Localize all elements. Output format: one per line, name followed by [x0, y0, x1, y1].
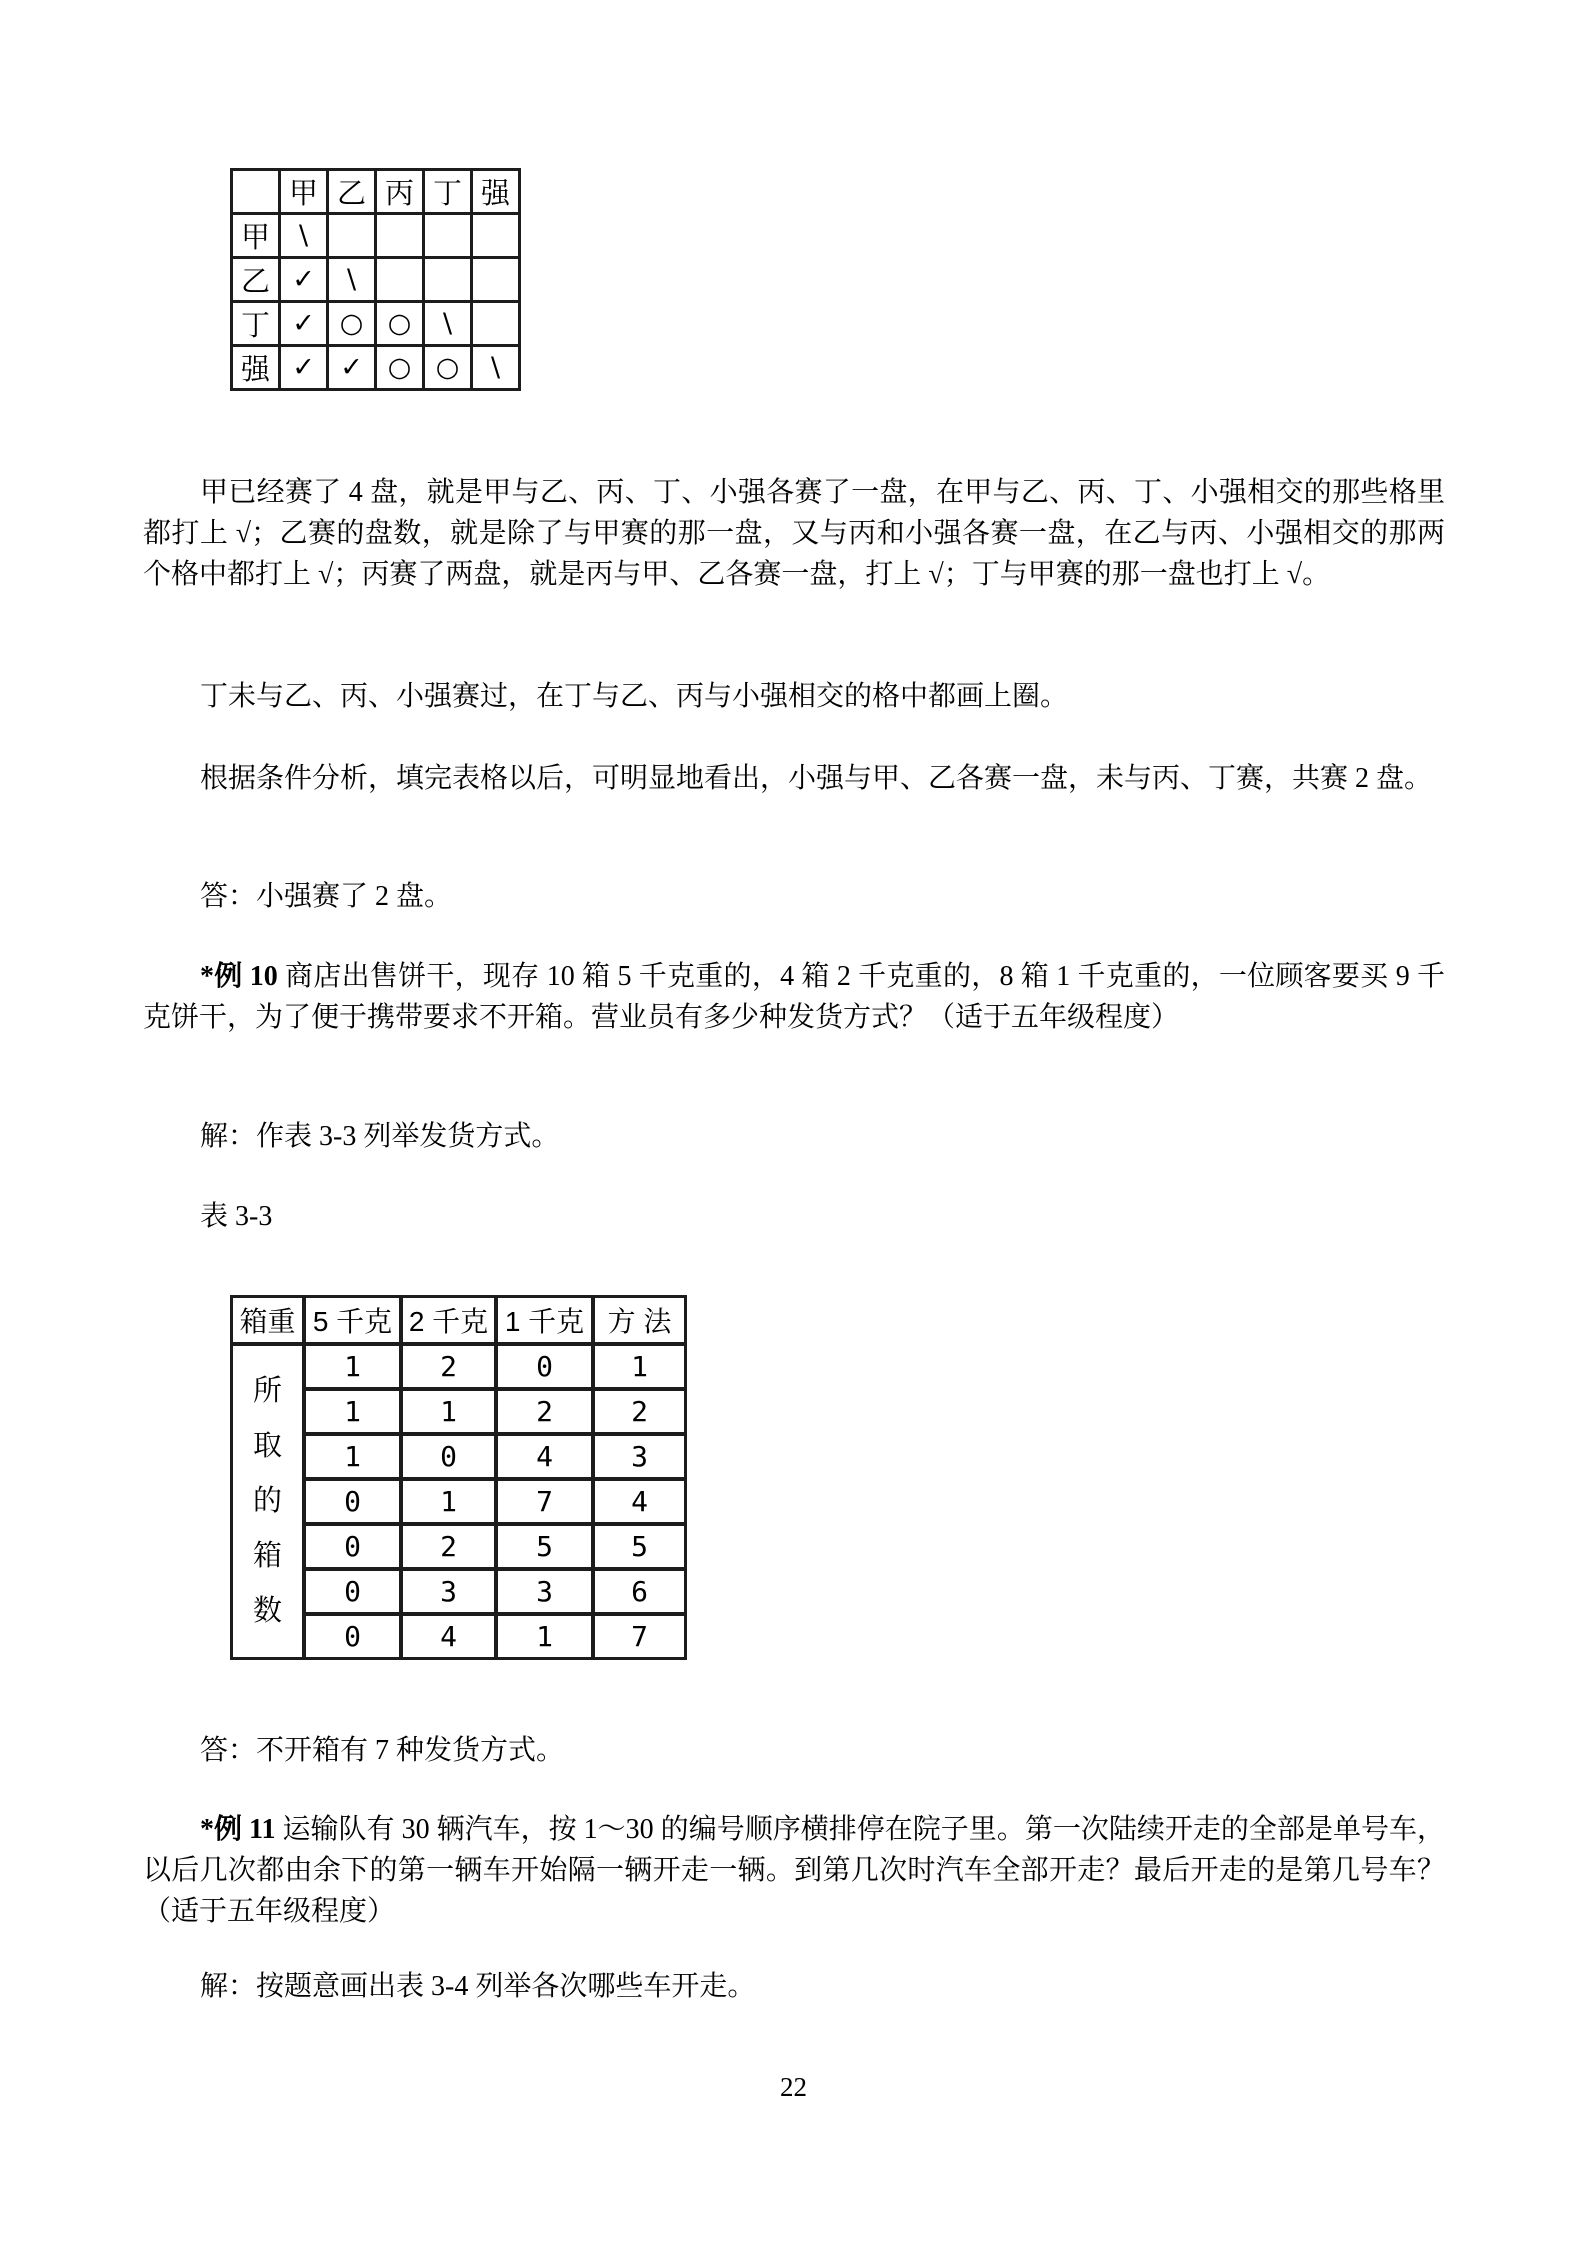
match-results-table [230, 168, 521, 391]
delivery-cell: 5 [593, 1524, 686, 1569]
example-11-text: 运输队有 30 辆汽车，按 1～30 的编号顺序横排停在院子里。第一次陆续开走的全部是单号车，以后几次都由余下的第一辆车开始隔一辆开走一辆。到第几次时汽车全部开走？最后开走的是第几号车？（适于五年级程度） [143, 1814, 1445, 1927]
match-cell: \ [424, 302, 472, 346]
example-11-label: *例 11 [200, 1814, 276, 1845]
paragraph-analysis-1: 甲已经赛了 4 盘，就是甲与乙、丙、丁、小强各赛了一盘，在甲与乙、丙、丁、小强相交的那些格里都打上 √；乙赛的盘数，就是除了与甲赛的那一盘，又与丙和小强各赛一盘，在乙与丙、小强相交的那两个格中都打上 √；丙赛了两盘，就是丙与甲、乙各赛一盘，打上 √；丁与甲赛的那一盘也打上 √。 [143, 477, 1445, 590]
delivery-cell: 0 [401, 1434, 496, 1479]
delivery-cell: 0 [304, 1479, 401, 1524]
delivery-cell: 0 [496, 1344, 593, 1389]
delivery-col-header: 箱重 [231, 1296, 304, 1344]
delivery-cell: 1 [401, 1389, 496, 1434]
match-table-row [232, 302, 520, 346]
match-cell: ○ [424, 346, 472, 390]
delivery-cell: 4 [401, 1614, 496, 1659]
delivery-col-header: 2 千克 [401, 1296, 496, 1344]
match-cell: ✓ [280, 346, 328, 390]
paragraph-example-10 [143, 956, 1445, 1038]
match-cell [424, 258, 472, 302]
match-cell: \ [328, 258, 376, 302]
match-cell [472, 302, 520, 346]
delivery-cell: 0 [304, 1614, 401, 1659]
delivery-cell: 1 [401, 1479, 496, 1524]
delivery-cell: 4 [593, 1479, 686, 1524]
match-cell [472, 214, 520, 258]
delivery-table-head-row [231, 1296, 686, 1344]
match-table-row [232, 258, 520, 302]
delivery-cell: 1 [593, 1344, 686, 1389]
match-table-row [232, 346, 520, 390]
match-col-header: 丙 [376, 170, 424, 214]
match-cell [376, 258, 424, 302]
delivery-cell: 3 [401, 1569, 496, 1614]
delivery-col-header: 5 千克 [304, 1296, 401, 1344]
delivery-col-header: 1 千克 [496, 1296, 593, 1344]
paragraph-answer-ex9: 答：小强赛了 2 盘。 [200, 881, 453, 912]
match-col-header: 丁 [424, 170, 472, 214]
match-cell: \ [472, 346, 520, 390]
match-cell [328, 214, 376, 258]
delivery-cell: 1 [304, 1344, 401, 1389]
match-cell: ✓ [328, 346, 376, 390]
paragraph-example-11 [143, 1809, 1445, 1932]
table-3-3-label: 表 3-3 [200, 1201, 273, 1232]
match-cell [472, 258, 520, 302]
delivery-options-table [230, 1295, 687, 1660]
delivery-cell: 1 [304, 1434, 401, 1479]
delivery-table-row [231, 1344, 686, 1389]
match-col-header [232, 170, 280, 214]
page-number: 22 [780, 2072, 807, 2102]
delivery-cell: 0 [304, 1524, 401, 1569]
match-cell: ○ [328, 302, 376, 346]
delivery-cell: 1 [496, 1614, 593, 1659]
delivery-cell: 4 [496, 1434, 593, 1479]
delivery-cell: 1 [304, 1389, 401, 1434]
match-row-header: 乙 [232, 258, 280, 302]
match-table-row [232, 214, 520, 258]
paragraph-solution-ex10: 解：作表 3-3 列举发货方式。 [200, 1121, 560, 1152]
delivery-cell: 5 [496, 1524, 593, 1569]
delivery-cell: 2 [593, 1389, 686, 1434]
delivery-cell: 6 [593, 1569, 686, 1614]
match-cell: ○ [376, 302, 424, 346]
paragraph-answer-ex10: 答：不开箱有 7 种发货方式。 [200, 1735, 565, 1766]
match-col-header: 强 [472, 170, 520, 214]
delivery-cell: 0 [304, 1569, 401, 1614]
delivery-stub-label: 所 取 的 箱 数 [231, 1344, 304, 1659]
match-col-header: 乙 [328, 170, 376, 214]
paragraph-analysis-2: 丁未与乙、丙、小强赛过，在丁与乙、丙与小强相交的格中都画上圈。 [200, 681, 1069, 712]
match-row-header: 甲 [232, 214, 280, 258]
match-col-header: 甲 [280, 170, 328, 214]
delivery-cell: 2 [401, 1344, 496, 1389]
match-cell: ○ [376, 346, 424, 390]
delivery-cell: 3 [593, 1434, 686, 1479]
match-cell: ✓ [280, 258, 328, 302]
delivery-cell: 2 [401, 1524, 496, 1569]
delivery-table-body [231, 1344, 686, 1659]
delivery-cell: 7 [496, 1479, 593, 1524]
delivery-cell: 7 [593, 1614, 686, 1659]
match-cell [424, 214, 472, 258]
paragraph-solution-ex11: 解：按题意画出表 3-4 列举各次哪些车开走。 [200, 1971, 756, 2002]
match-row-header: 丁 [232, 302, 280, 346]
example-10-text: 商店出售饼干，现存 10 箱 5 千克重的，4 箱 2 千克重的，8 箱 1 千克重的，一位顾客要买 9 千克饼干，为了便于携带要求不开箱。营业员有多少种发货方式？（适于五年级程度） [143, 961, 1445, 1033]
delivery-cell: 3 [496, 1569, 593, 1614]
paragraph-analysis-3: 根据条件分析，填完表格以后，可明显地看出，小强与甲、乙各赛一盘，未与丙、丁赛，共赛 2 盘。 [200, 763, 1433, 794]
match-cell: ✓ [280, 302, 328, 346]
match-table-head-row [232, 170, 520, 214]
match-cell [376, 214, 424, 258]
match-row-header: 强 [232, 346, 280, 390]
delivery-cell: 2 [496, 1389, 593, 1434]
delivery-col-header: 方 法 [593, 1296, 686, 1344]
match-cell: \ [280, 214, 328, 258]
match-table-body [232, 214, 520, 390]
example-10-label: *例 10 [200, 961, 278, 992]
